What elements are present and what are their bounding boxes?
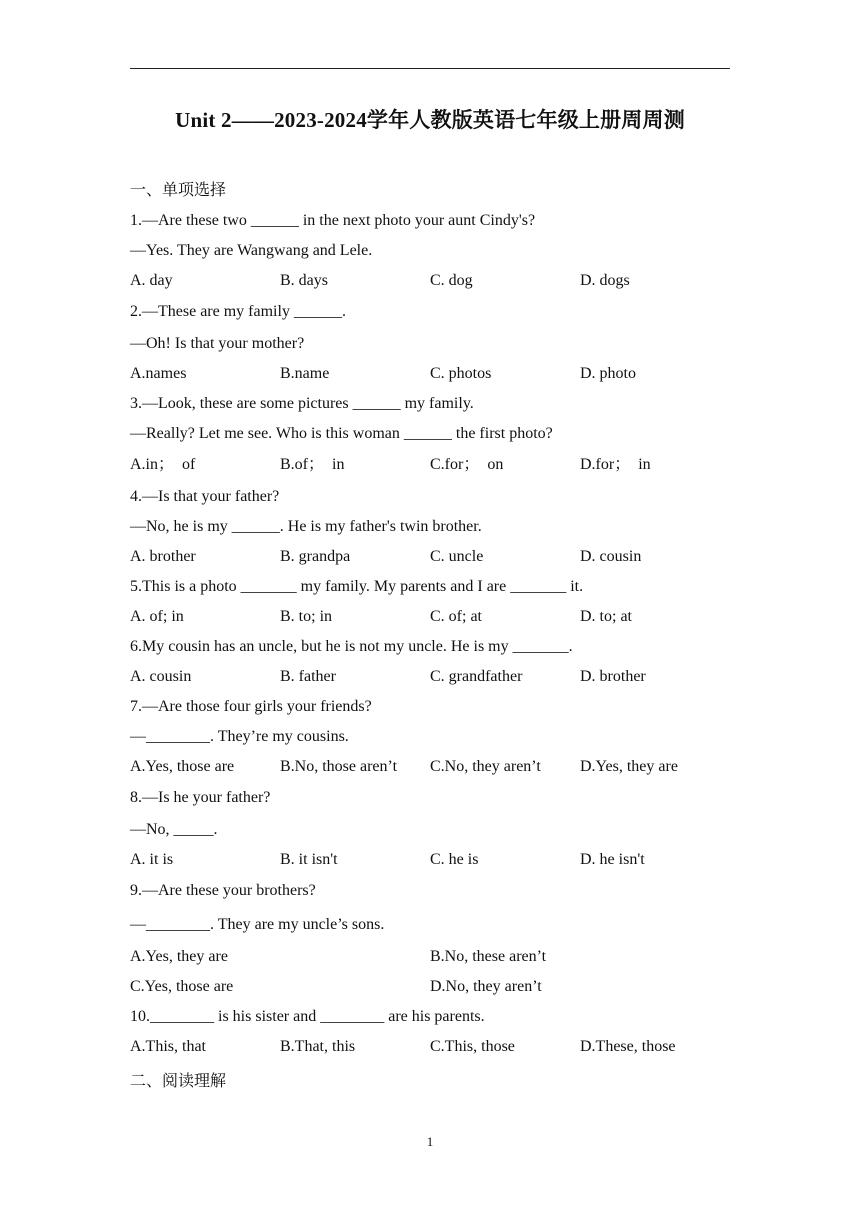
question-8-option-d: D. he isn't <box>580 851 645 868</box>
question-4-option-c: C. uncle <box>430 548 484 565</box>
question-9-stem: 9.—Are these your brothers? <box>130 882 316 899</box>
question-4-option-b: B. grandpa <box>280 548 351 565</box>
question-7-option-c: C.No, they aren’t <box>430 758 541 775</box>
question-2-option-c: C. photos <box>430 365 492 382</box>
question-2-option-a: A.names <box>130 365 187 382</box>
question-5-option-b: B. to; in <box>280 608 333 625</box>
question-10-option-c: C.This, those <box>430 1038 515 1055</box>
question-1-option-a: A. day <box>130 272 173 289</box>
question-3-option-b: B.of； in <box>280 456 345 473</box>
question-6-stem: 6.My cousin has an uncle, but he is not my uncle. He is my _______. <box>130 638 573 655</box>
question-2-reply: —Oh! Is that your mother? <box>130 335 305 352</box>
question-10-option-d: D.These, those <box>580 1038 676 1055</box>
question-5-option-a: A. of; in <box>130 608 184 625</box>
question-6-option-a: A. cousin <box>130 668 192 685</box>
question-4-reply: —No, he is my ______. He is my father's twin brother. <box>130 518 482 535</box>
header-rule <box>130 68 730 69</box>
question-7-stem: 7.—Are those four girls your friends? <box>130 698 372 715</box>
question-8-option-c: C. he is <box>430 851 479 868</box>
question-10-option-b: B.That, this <box>280 1038 356 1055</box>
question-8-reply: —No, _____. <box>130 821 218 838</box>
question-6-option-b: B. father <box>280 668 336 685</box>
question-2-option-b: B.name <box>280 365 330 382</box>
question-10-option-a: A.This, that <box>130 1038 206 1055</box>
question-3-reply: —Really? Let me see. Who is this woman ______ the first photo? <box>130 425 553 442</box>
question-2-option-d: D. photo <box>580 365 636 382</box>
question-6-option-d: D. brother <box>580 668 646 685</box>
question-9-option-a: A.Yes, they are <box>130 948 228 965</box>
question-7-option-b: B.No, those aren’t <box>280 758 398 775</box>
question-9-option-c: C.Yes, those are <box>130 978 234 995</box>
question-3-option-a: A.in； of <box>130 456 196 473</box>
question-8-option-a: A. it is <box>130 851 174 868</box>
question-3-option-c: C.for； on <box>430 456 504 473</box>
question-4-option-d: D. cousin <box>580 548 642 565</box>
question-5-option-d: D. to; at <box>580 608 632 625</box>
question-4-option-a: A. brother <box>130 548 196 565</box>
question-6-option-c: C. grandfather <box>430 668 523 685</box>
question-2-stem: 2.—These are my family ______. <box>130 303 346 320</box>
question-3-option-d: D.for； in <box>580 456 651 473</box>
question-5-stem: 5.This is a photo _______ my family. My parents and I are _______ it. <box>130 578 584 595</box>
question-1-reply: —Yes. They are Wangwang and Lele. <box>130 242 373 259</box>
question-1-stem: 1.—Are these two ______ in the next photo your aunt Cindy's? <box>130 212 536 229</box>
question-8-stem: 8.—Is he your father? <box>130 789 271 806</box>
page-title: Unit 2——2023-2024学年人教版英语七年级上册周周测 <box>175 108 685 132</box>
question-7-option-d: D.Yes, they are <box>580 758 678 775</box>
section-heading-single-choice: 一、单项选择 <box>130 180 227 199</box>
question-8-option-b: B. it isn't <box>280 851 338 868</box>
question-1-option-b: B. days <box>280 272 328 289</box>
question-9-option-d: D.No, they aren’t <box>430 978 542 995</box>
page-number: 1 <box>426 1134 434 1149</box>
question-10-stem: 10.________ is his sister and ________ are his parents. <box>130 1008 485 1025</box>
question-4-stem: 4.—Is that your father? <box>130 488 280 505</box>
question-9-reply: —________. They are my uncle’s sons. <box>130 916 385 933</box>
question-9-option-b: B.No, these aren’t <box>430 948 547 965</box>
question-7-option-a: A.Yes, those are <box>130 758 235 775</box>
question-7-reply: —________. They’re my cousins. <box>130 728 349 745</box>
question-1-option-d: D. dogs <box>580 272 630 289</box>
section-heading-reading: 二、阅读理解 <box>130 1071 227 1090</box>
question-3-stem: 3.—Look, these are some pictures ______ my family. <box>130 395 474 412</box>
question-1-option-c: C. dog <box>430 272 473 289</box>
question-5-option-c: C. of; at <box>430 608 482 625</box>
